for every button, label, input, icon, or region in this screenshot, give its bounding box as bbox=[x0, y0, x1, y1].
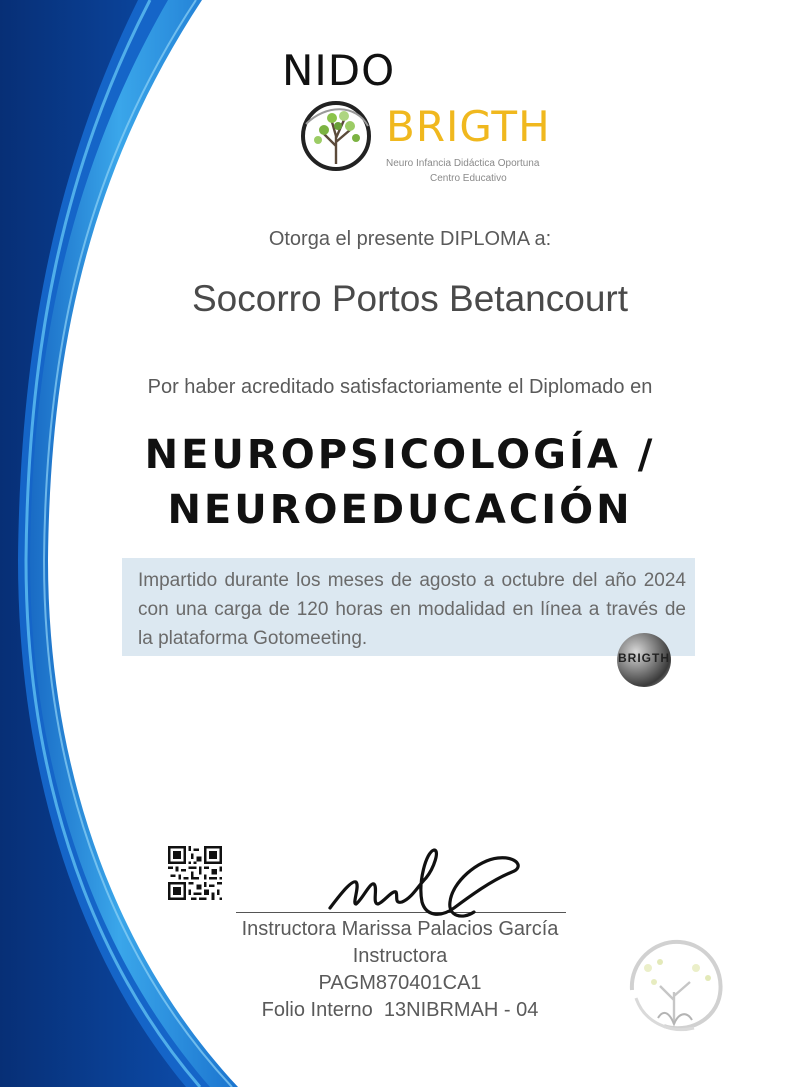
instructor-role: Instructora bbox=[352, 945, 448, 967]
tree-watermark-icon bbox=[614, 928, 734, 1038]
award-reason: Por haber acreditado satisfactoriamente el Diplomado en bbox=[147, 376, 653, 398]
logo-subtitle: Centro Educativo bbox=[430, 173, 507, 184]
logo-nido-text: NIDO bbox=[282, 46, 396, 95]
course-title bbox=[140, 428, 660, 538]
award-intro: Otorga el presente DIPLOMA a: bbox=[268, 228, 552, 250]
internal-folio: Folio Interno 13NIBRMAH - 04 bbox=[261, 999, 539, 1021]
instructor-rfc: PAGM870401CA1 bbox=[318, 972, 482, 994]
recipient-name: Socorro Portos Betancourt bbox=[192, 278, 628, 319]
course-details: Impartido durante los meses de agosto a octubre del año 2024 con una carga de 120 horas en modalidad en línea a través de la plataforma Gotomeeting. bbox=[138, 570, 686, 649]
hologram-text: BRIGTH bbox=[618, 651, 670, 665]
tree-logo-icon bbox=[296, 96, 376, 176]
course-title-line-2: NEUROEDUCACIÓN bbox=[167, 487, 633, 533]
hologram-seal-icon bbox=[617, 633, 671, 687]
instructor-name: Instructora Marissa Palacios García bbox=[241, 918, 559, 940]
logo-brigth-text: BRIGTH bbox=[386, 102, 551, 151]
handwritten-signature bbox=[322, 842, 532, 924]
logo-tagline: Neuro Infancia Didáctica Oportuna bbox=[386, 158, 540, 169]
qr-code-icon bbox=[168, 846, 222, 900]
brand-logo bbox=[282, 48, 582, 198]
course-title-line-1: NEUROPSICOLOGÍA / bbox=[144, 432, 656, 478]
